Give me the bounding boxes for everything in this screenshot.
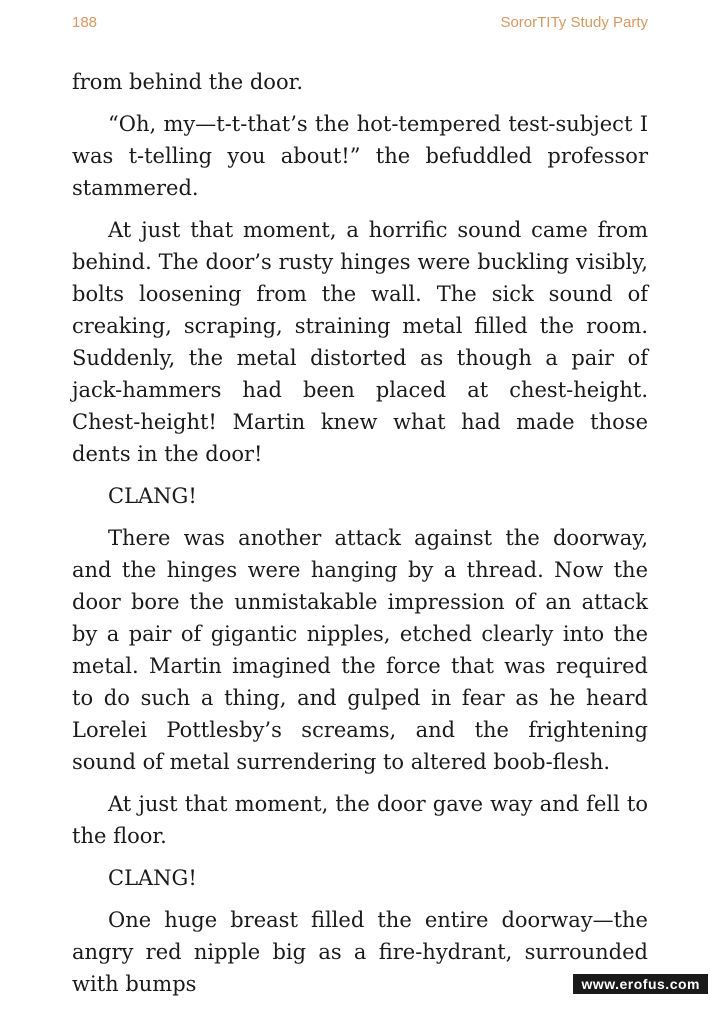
paragraph: At just that moment, a horrific sound came from behind. The door’s rusty hinges were buckling visibly, bolts loosening from the wall. The sick sound of creaking, scraping, straining metal filled the room. Suddenly, the metal distorted as though a pair of jack-hammers had been placed at chest-height. Chest-height! Martin knew what had made those dents in the door! bbox=[72, 218, 648, 466]
paragraph-sound-effect: CLANG! bbox=[108, 484, 197, 508]
paragraph: At just that moment, the door gave way and fell to the floor. bbox=[72, 792, 648, 848]
paragraph: “Oh, my—t-t-that’s the hot-tempered test-subject I was t-telling you about!” the befuddled professor stammered. bbox=[72, 112, 648, 200]
page-header bbox=[72, 14, 648, 38]
page-number: 188 bbox=[72, 14, 98, 31]
running-title: SororTITy Study Party bbox=[500, 14, 648, 31]
paragraph: There was another attack against the doorway, and the hinges were hanging by a thread. Now the door bore the unmistakable impression of an attack by a pair of gigantic nipples, etched clearly into the metal. Martin imagined the force that was required to do such a thing, and gulped in fear as he heard Lorelei Pottlesby’s screams, and the frightening sound of metal surrendering to altered boob-flesh. bbox=[72, 526, 648, 774]
paragraph: One huge breast filled the entire doorway—the angry red nipple big as a fire-hydrant, surrounded with bumps bbox=[72, 908, 648, 996]
paragraph: from behind the door. bbox=[72, 70, 303, 94]
paragraph-sound-effect: CLANG! bbox=[108, 866, 197, 890]
watermark: www.erofus.com bbox=[573, 974, 708, 994]
body-text bbox=[72, 66, 648, 1010]
